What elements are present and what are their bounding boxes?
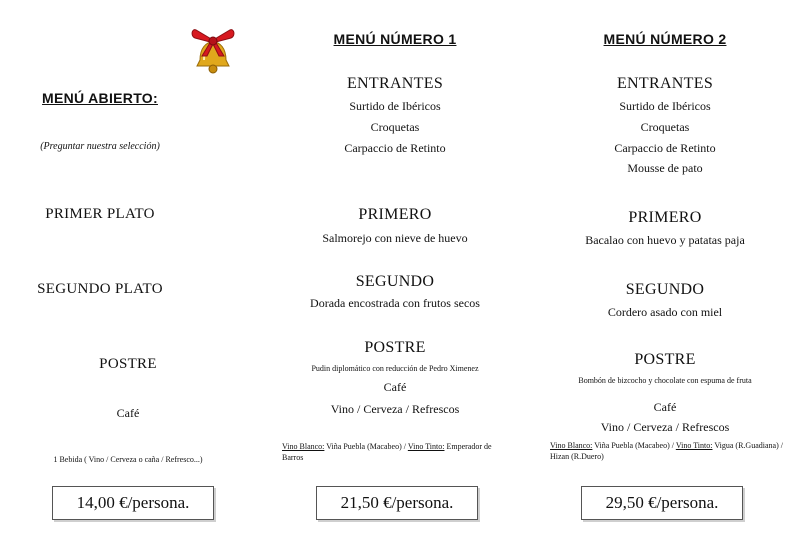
menu1-dessert-dish: Pudin diplomático con reducción de Pedro Ximenez: [311, 364, 479, 373]
open-menu-note: (Preguntar nuestra selección): [40, 141, 160, 152]
menu1-coffee: Café: [383, 380, 407, 394]
menu1-wines: [282, 441, 510, 463]
menu1-drinks: Vino / Cerveza / Refrescos: [330, 402, 460, 416]
menu2-wines: [550, 440, 786, 462]
menu1-second-dish: Dorada encostrada con frutos secos: [310, 296, 480, 310]
menu1-title: MENÚ NÚMERO 1: [333, 31, 457, 47]
menu1-second-title: SEGUNDO: [355, 273, 435, 290]
open-menu-dessert: POSTRE: [99, 356, 157, 372]
menu1-wine-white: Viña Puebla (Macabeo) /: [324, 442, 408, 451]
menu1-dessert-title: POSTRE: [364, 339, 426, 356]
menu1-wine-red-label: Vino Tinto:: [407, 442, 445, 451]
menu2-wine-red-label: Vino Tinto:: [675, 441, 713, 450]
menu1-wine-white-label: Vino Blanco:: [282, 442, 325, 451]
menu1-price: 21,50 €/persona.: [316, 486, 478, 520]
menu1-starter-1: Surtido de Ibéricos: [349, 99, 441, 113]
menu1-first-dish: Salmorejo con nieve de huevo: [322, 231, 468, 245]
menu1-starter-3: Carpaccio de Retinto: [344, 141, 446, 155]
menu2-wine-white: Viña Puebla (Macabeo) /: [592, 441, 676, 450]
menu2-wine-red: Vigua (R.Guadiana) / Hizan (R.Duero): [550, 441, 783, 461]
menu1-wine-red: Emperador de Barros: [282, 442, 492, 462]
menu2-starter-3: Carpaccio de Retinto: [614, 141, 716, 155]
menu2-title: MENÚ NÚMERO 2: [603, 31, 727, 47]
menu1-starters-title: ENTRANTES: [346, 75, 444, 92]
menu2-starter-4: Mousse de pato: [627, 161, 703, 175]
menu2-first-dish: Bacalao con huevo y patatas paja: [585, 233, 745, 247]
menu2-starter-2: Croquetas: [640, 120, 690, 134]
menu2-first-title: PRIMERO: [628, 209, 702, 226]
christmas-bell-icon: [186, 26, 240, 80]
menu2-drinks: Vino / Cerveza / Refrescos: [600, 420, 730, 434]
menu2-dessert-title: POSTRE: [634, 351, 696, 368]
menu2-dessert-dish: Bombón de bizcocho y chocolate con espuma de fruta: [578, 376, 752, 385]
open-menu-first: PRIMER PLATO: [45, 206, 155, 222]
open-menu-price: 14,00 €/persona.: [52, 486, 214, 520]
menu1-starter-2: Croquetas: [370, 120, 420, 134]
menu1-first-title: PRIMERO: [358, 206, 432, 223]
menu2-second-title: SEGUNDO: [625, 281, 705, 298]
open-menu-second: SEGUNDO PLATO: [37, 281, 163, 297]
open-menu-coffee: Café: [116, 406, 140, 420]
menu2-price: 29,50 €/persona.: [581, 486, 743, 520]
open-menu-drink: 1 Bebida ( Vino / Cerveza o caña / Refresco...): [53, 455, 203, 464]
menu2-coffee: Café: [653, 400, 677, 414]
menu2-starters-title: ENTRANTES: [616, 75, 714, 92]
menu2-starter-1: Surtido de Ibéricos: [619, 99, 711, 113]
menu2-second-dish: Cordero asado con miel: [607, 305, 723, 319]
open-menu-title: MENÚ ABIERTO:: [42, 90, 158, 106]
menu2-wine-white-label: Vino Blanco:: [550, 441, 593, 450]
